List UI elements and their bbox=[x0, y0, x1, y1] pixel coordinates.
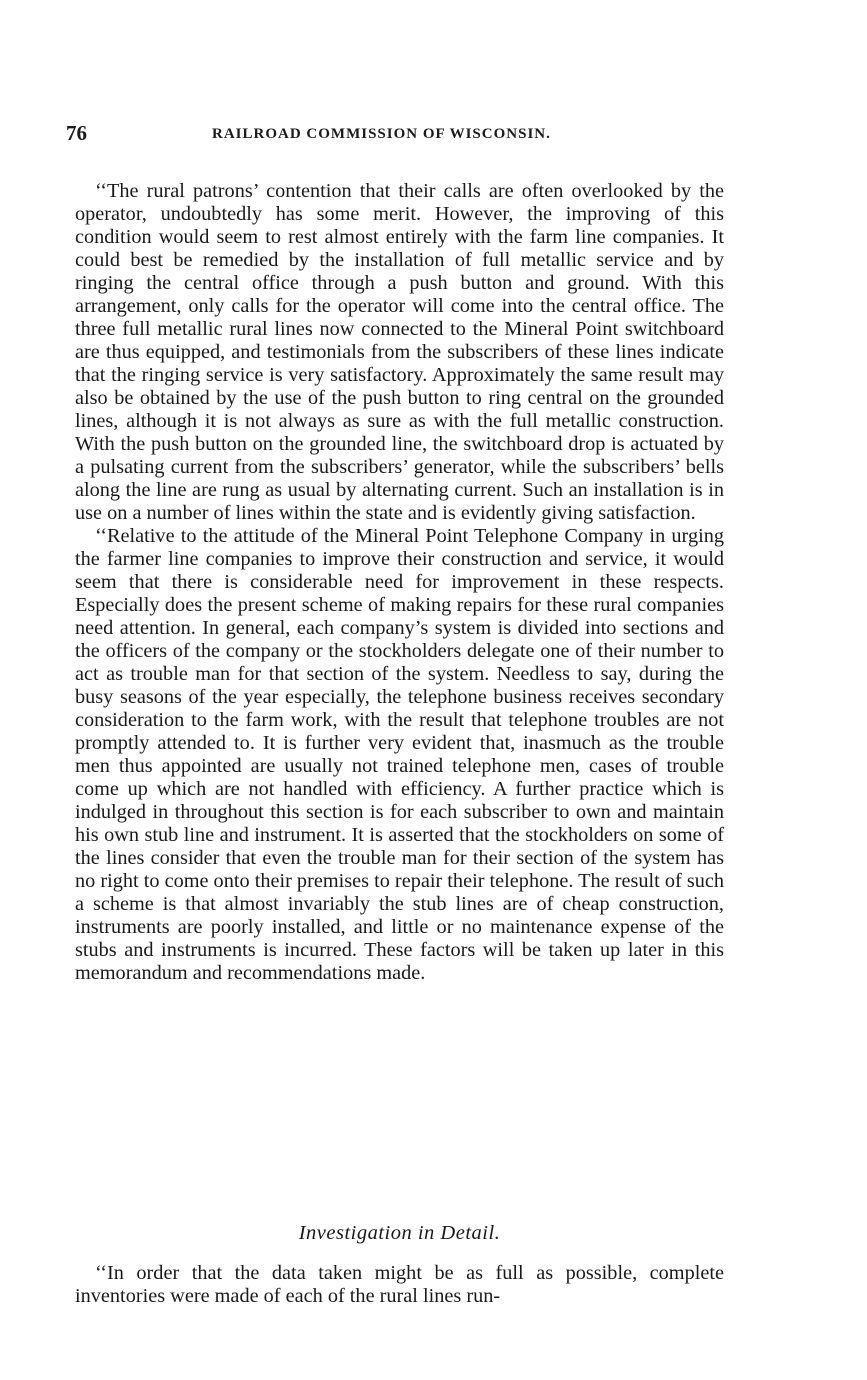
running-head: RAILROAD COMMISSION OF WISCONSIN. bbox=[212, 126, 551, 142]
paragraph-inventories: ‘‘In order that the data taken might be as full as possible, complete inventories were made of each of the rural lines run- bbox=[75, 1262, 724, 1307]
paragraph-relative-attitude: ‘‘Relative to the attitude of the Mineral Point Telephone Company in urging the farmer line companies to improve their construction and service, it would seem that there is considerable need for improvement in these respects. Especially does the present scheme of making repairs for these rural companies need attention. In general, each company’s system is divided into sections and the officers of the company or the stockholders delegate one of their number to act as trouble man for that section of the system. Needless to say, during the busy seasons of the year especially, the telephone business receives secondary consideration to the farm work, with the result that telephone troubles are not promptly attended to. It is further very evident that, inasmuch as the trouble men thus appointed are usually not trained telephone men, cases of trouble come up which are not handled with efficiency. A further practice which is indulged in throughout this section is for each subscriber to own and maintain his own stub line and instrument. It is asserted that the stockholders on some of the lines consider that even the trouble man for their section of the system has no right to come onto their premises to repair their telephone. The result of such a scheme is that almost invariably the stub lines are of cheap construction, instruments are poorly installed, and little or no maintenance expense of the stubs and instruments is incurred. These factors will be taken up later in this memorandum and recommendations made. bbox=[75, 525, 725, 984]
body-text bbox=[75, 180, 724, 985]
section-heading: Investigation in Detail. bbox=[298, 1222, 501, 1244]
page-number: 76 bbox=[66, 121, 87, 145]
paragraph-rural-patrons: ‘‘The rural patrons’ contention that their calls are often overlooked by the operator, undoubtedly has some merit. However, the improving of this condition would seem to rest almost entirely with the farm line companies. It could best be remedied by the installation of full metallic service and by ringing the central office through a push button and ground. With this arrangement, only calls for the operator will come into the central office. The three full metallic rural lines now connected to the Mineral Point switchboard are thus equipped, and testimonials from the subscribers of these lines indicate that the ringing service is very satisfactory. Approximately the same result may also be obtained by the use of the push button to ring central on the grounded lines, although it is not always as sure as with the full metallic construction. With the push button on the grounded line, the switchboard drop is actuated by a pulsating current from the subscribers’ generator, while the subscribers’ bells along the line are rung as usual by alternating current. Such an installation is in use on a number of lines within the state and is evidently giving satisfaction. bbox=[75, 180, 724, 524]
page-header bbox=[66, 121, 728, 151]
final-text bbox=[75, 1262, 724, 1308]
